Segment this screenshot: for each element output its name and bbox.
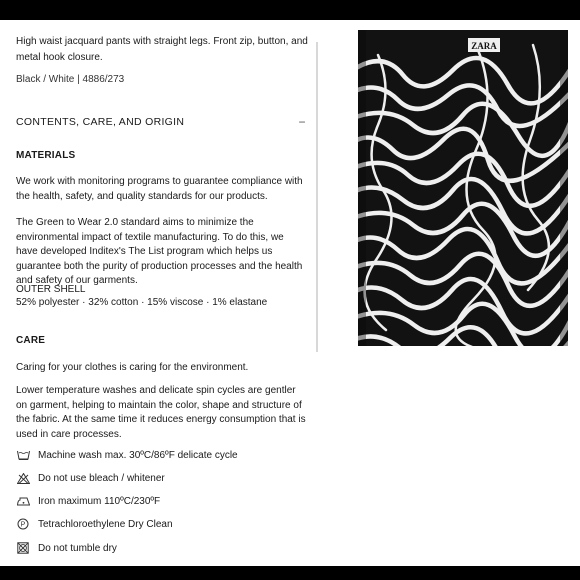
contents-care-origin-header[interactable] — [16, 115, 308, 129]
care-instruction-text: Iron maximum 110ºC/230ºF — [38, 495, 161, 507]
care-instruction — [16, 542, 117, 554]
collapse-icon[interactable]: − — [298, 115, 306, 129]
no-bleach-icon — [16, 472, 30, 484]
svg-text:P: P — [20, 521, 26, 529]
zebra-pattern-pants-image — [358, 30, 568, 346]
outer-shell-label: OUTER SHELL — [16, 284, 86, 295]
care-instruction-text: Machine wash max. 30ºC/86ºF delicate cycle — [38, 449, 238, 461]
care-paragraph-1: Caring for your clothes is caring for the environment. — [16, 362, 249, 373]
scrollbar-thumb[interactable] — [316, 42, 318, 352]
care-instruction-text: Tetrachloroethylene Dry Clean — [38, 518, 173, 530]
iron-icon — [16, 495, 30, 507]
product-description: High waist jacquard pants with straight legs. Front zip, button, and metal hook closure. — [16, 36, 308, 63]
care-instruction — [16, 518, 173, 530]
materials-heading: MATERIALS — [16, 150, 76, 161]
care-instruction — [16, 449, 238, 461]
care-instruction — [16, 472, 165, 484]
care-instruction-text: Do not use bleach / whitener — [38, 472, 165, 484]
no-tumble-dry-icon — [16, 542, 30, 554]
care-heading: CARE — [16, 335, 46, 346]
materials-paragraph-1: We work with monitoring programs to guarantee compliance with the health, safety, and quality standards for our products. — [16, 176, 303, 202]
materials-paragraph-2: The Green to Wear 2.0 standard aims to minimize the environmental impact of textile manufacturing. To do this, we have developed Inditex's The List program which helps us guarantee both the purity of production processes and the health and safety of our garments. — [16, 217, 303, 286]
top-black-border — [0, 0, 580, 20]
product-description-panel — [16, 34, 308, 87]
product-image — [358, 30, 568, 346]
care-paragraph-2: Lower temperature washes and delicate spin cycles are gentler on garment, helping to maintain the color, shape and structure of the fabric. At the same time it reduces energy consumption that is used in care processes. — [16, 385, 306, 440]
machine-wash-icon — [16, 449, 30, 461]
section-title: CONTENTS, CARE, AND ORIGIN — [16, 116, 185, 128]
composition-text: 52% polyester · 32% cotton · 15% viscose · 1% elastane — [16, 297, 268, 308]
brand-label: ZARA — [471, 41, 497, 51]
color-reference: Black / White | 4886/273 — [16, 74, 125, 85]
bottom-black-border — [0, 566, 580, 580]
dry-clean-icon — [16, 518, 30, 530]
care-instruction-text: Do not tumble dry — [38, 542, 117, 554]
care-instruction — [16, 495, 160, 507]
